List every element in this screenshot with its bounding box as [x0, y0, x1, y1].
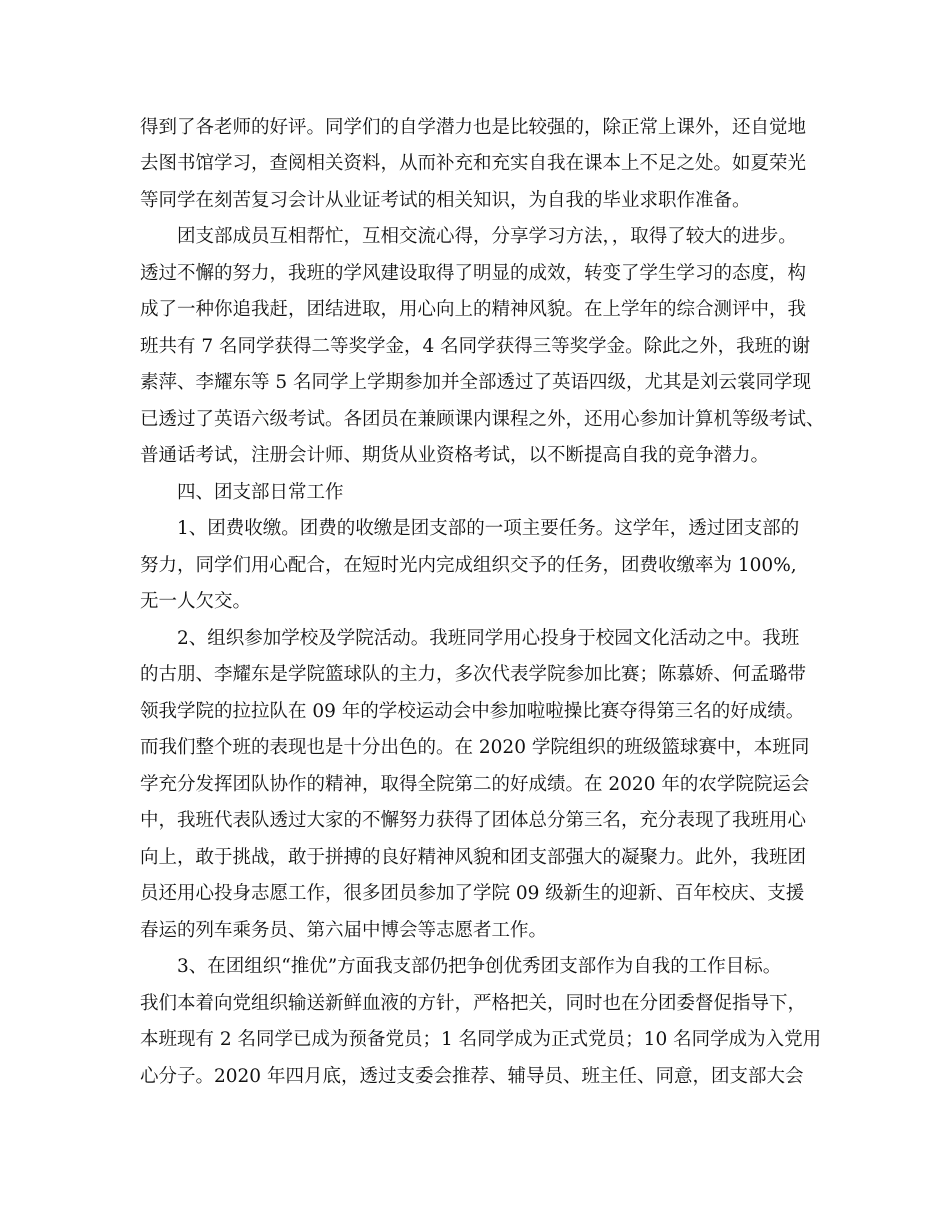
text-line: 得到了各老师的好评。同学们的自学潜力也是比较强的，除正常上课外，还自觉地	[140, 117, 807, 138]
text-line: 而我们整个班的表现也是十分出色的。在 2020 学院组织的班级篮球赛中，本班同	[140, 737, 810, 758]
text-line: 的古朋、李耀东是学院篮球队的主力，多次代表学院参加比赛；陈慕娇、何孟璐带	[140, 664, 807, 685]
text-line: 无一人欠交。	[140, 591, 252, 612]
text-line: 班共有 7 名同学获得二等奖学金，4 名同学获得三等奖学金。除此之外，我班的谢	[140, 336, 811, 357]
text-line: 2、组织参加学校及学院活动。我班同学用心投身于校园文化活动之中。我班	[177, 628, 800, 649]
text-line: 中，我班代表队透过大家的不懈努力获得了团体总分第三名，充分表现了我班用心	[140, 810, 807, 831]
text-line: 已透过了英语六级考试。各团员在兼顾课内课程之外，还用心参加计算机等级考试、	[140, 409, 825, 430]
text-line: 领我学院的拉拉队在 09 年的学校运动会中参加啦啦操比赛夺得第三名的好成绩。	[140, 701, 805, 722]
text-line: 去图书馆学习，查阅相关资料，从而补充和充实自我在课本上不足之处。如夏荣光	[140, 153, 807, 174]
text-line: 春运的列车乘务员、第六届中博会等志愿者工作。	[140, 920, 548, 941]
text-line: 等同学在刻苦复习会计从业证考试的相关知识，为自我的毕业求职作准备。	[140, 190, 751, 211]
text-line: 普通话考试，注册会计师、期货从业资格考试，以不断提高自我的竞争潜力。	[140, 445, 770, 466]
text-line: 1、团费收缴。团费的收缴是团支部的一项主要任务。这学年，透过团支部的	[177, 518, 800, 539]
text-line: 透过不懈的努力，我班的学风建设取得了明显的成效，转变了学生学习的态度，构	[140, 263, 807, 284]
text-line: 素萍、李耀东等 5 名同学上学期参加并全部透过了英语四级，尤其是刘云裳同学现	[140, 372, 812, 393]
text-line: 向上，敢于挑战，敢于拼搏的良好精神风貌和团支部强大的凝聚力。此外，我班团	[140, 847, 807, 868]
text-line: 努力，同学们用心配合，在短时光内完成组织交予的任务，团费收缴率为 100%,	[140, 555, 797, 576]
text-line: 3、在团组织“推优”方面我支部仍把争创优秀团支部作为自我的工作目标。	[177, 956, 782, 977]
section-heading: 四、团支部日常工作	[177, 482, 344, 503]
text-line: 员还用心投身志愿工作，很多团员参加了学院 09 级新生的迎新、百年校庆、支援	[140, 883, 805, 904]
text-line: 团支部成员互相帮忙，互相交流心得，分享学习方法，，取得了较大的进步。	[177, 226, 797, 247]
text-line: 本班现有 2 名同学已成为预备党员；1 名同学成为正式党员；10 名同学成为入党用	[140, 1029, 822, 1050]
text-line: 心分子。2020 年四月底，透过支委会推荐、辅导员、班主任、同意，团支部大会	[140, 1066, 804, 1087]
text-line: 学充分发挥团队协作的精神，取得全院第二的好成绩。在 2020 年的农学院院运会	[140, 774, 810, 795]
text-line: 我们本着向党组织输送新鲜血液的方针，严格把关，同时也在分团委督促指导下，	[140, 993, 807, 1014]
text-line: 成了一种你追我赶，团结进取，用心向上的精神风貌。在上学年的综合测评中，我	[140, 299, 807, 320]
